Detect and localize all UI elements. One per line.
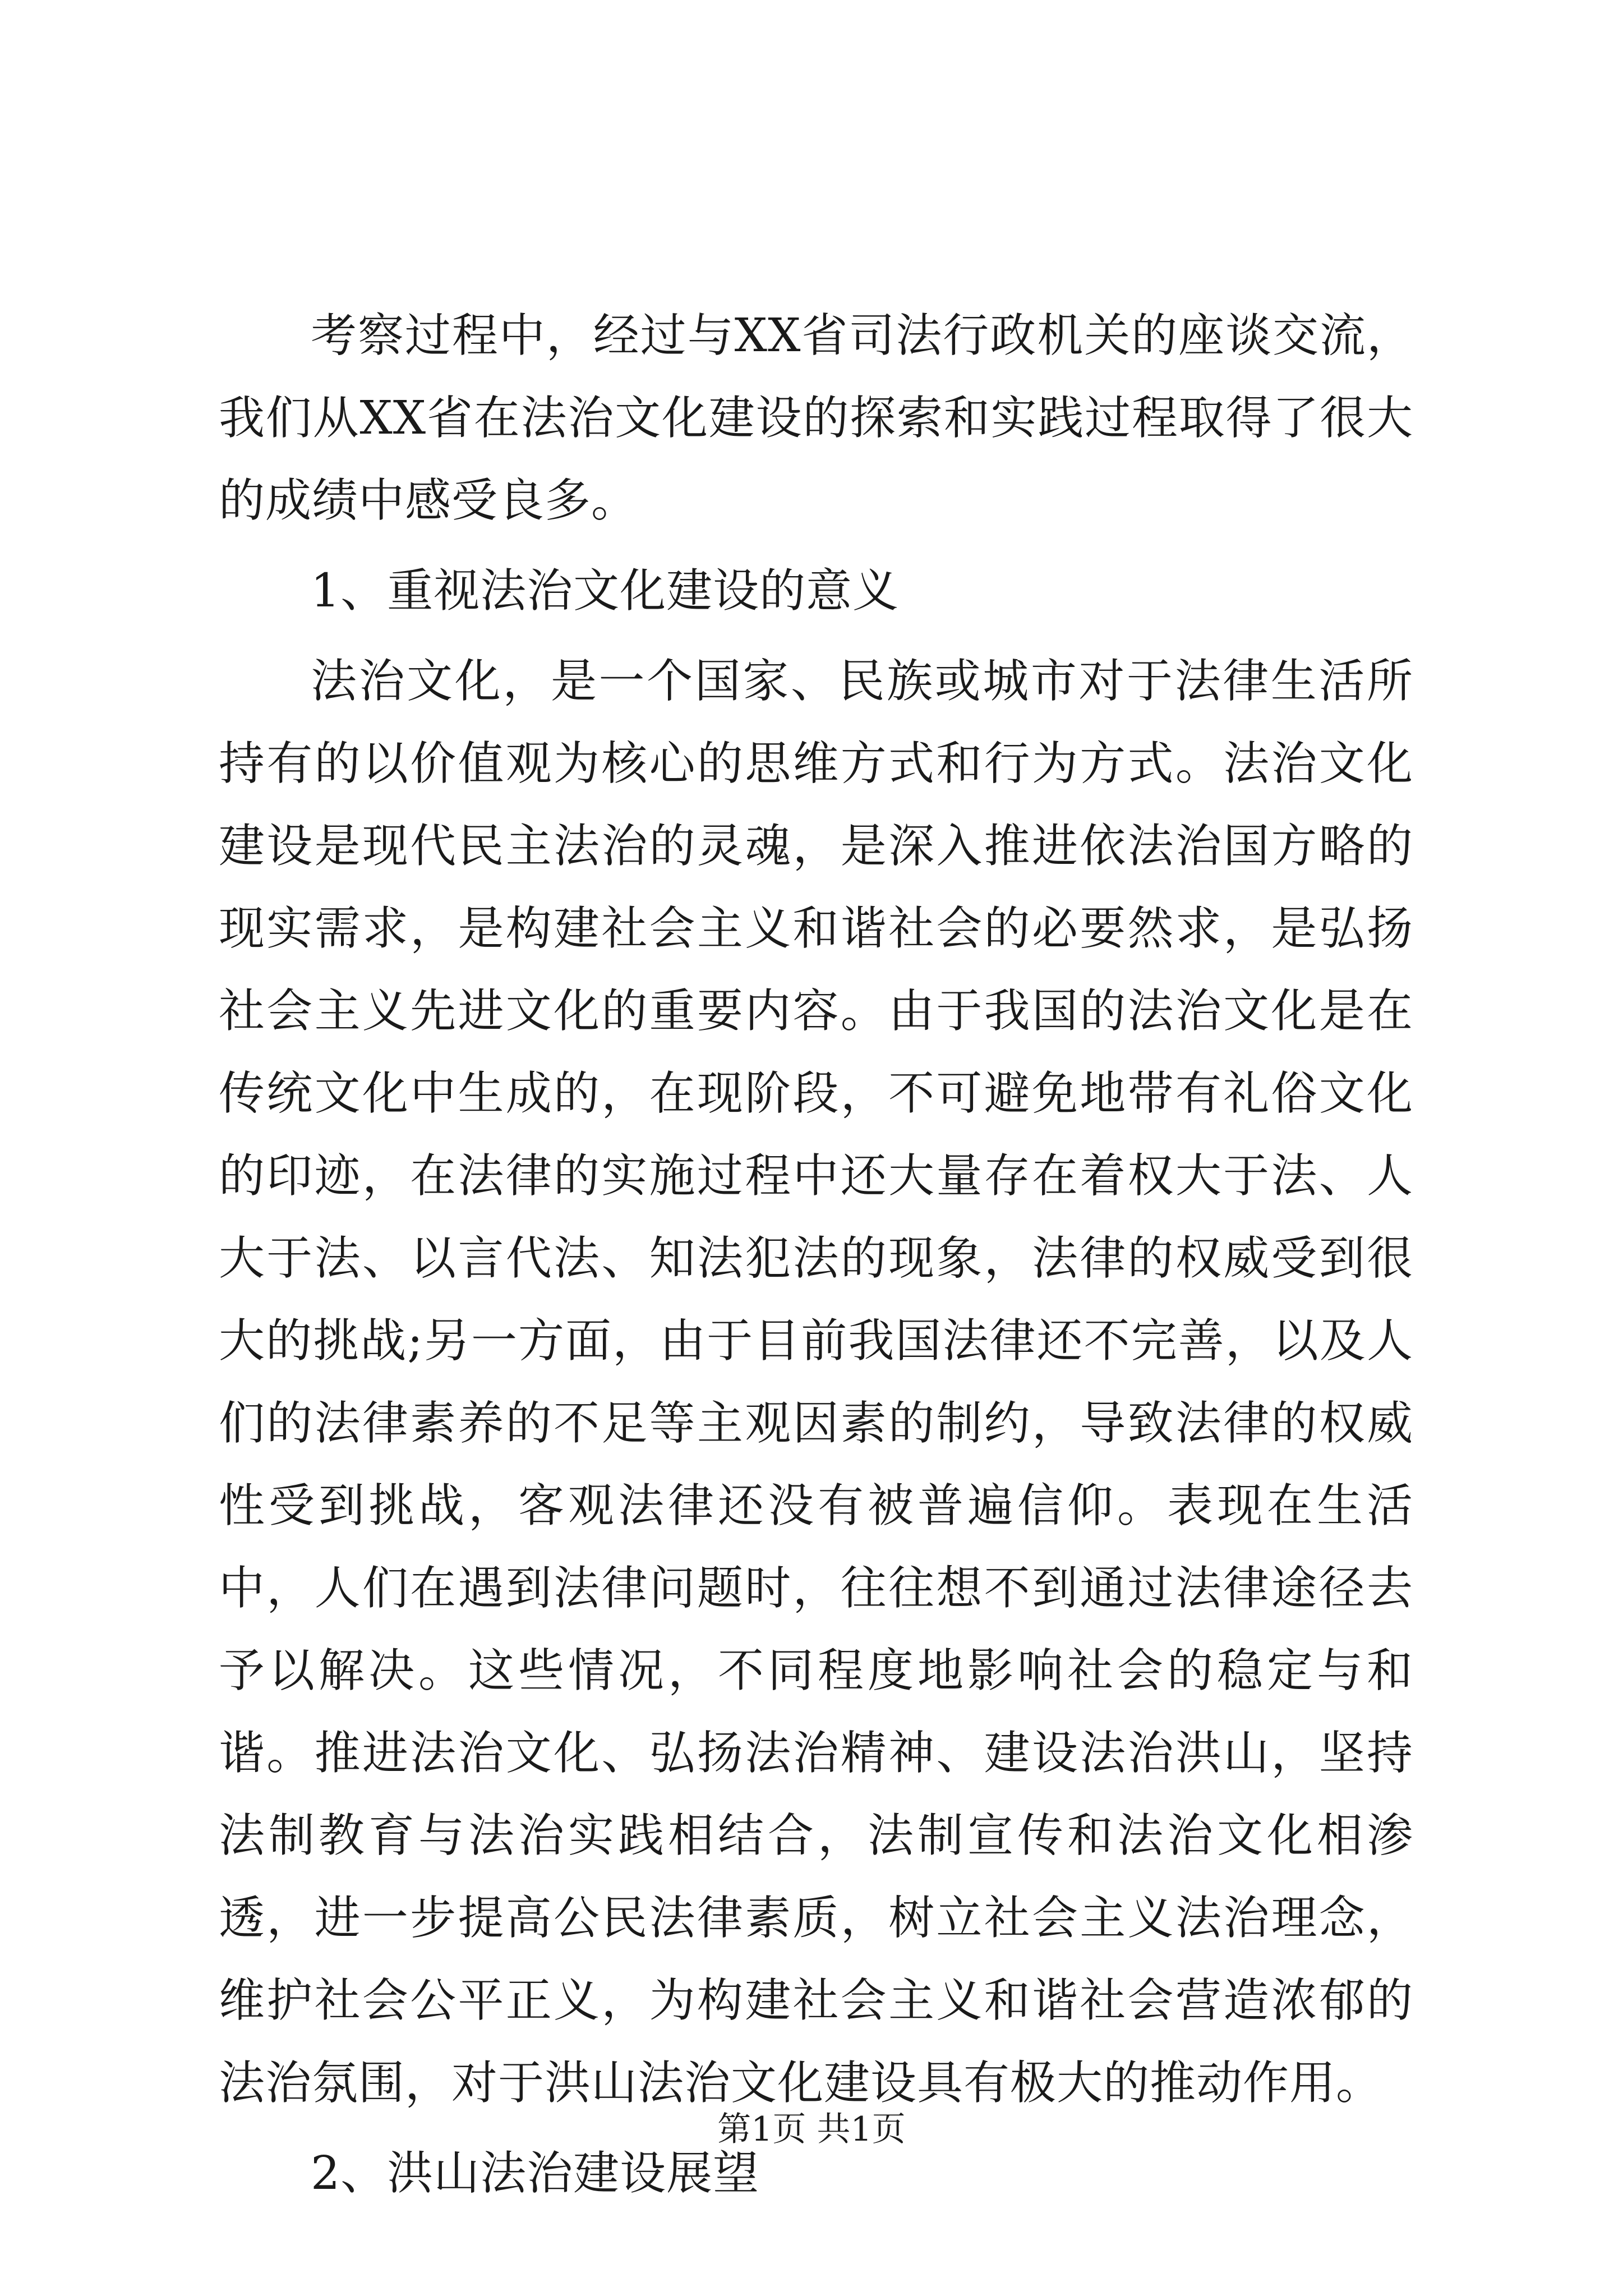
body-paragraph: 法治文化，是一个国家、民族或城市对于法律生活所持有的以价值观为核心的思维方式和行为方式。法治文化建设是现代民主法治的灵魂，是深入推进依法治国方略的现实需求，是构建社会主义和谐社会的必要然求，是弘扬社会主义先进文化的重要内容。由于我国的法治文化是在传统文化中生成的，在现阶段，不可避免地带有礼俗文化的印迹，在法律的实施过程中还大量存在着权大于法、人大于法、以言代法、知法犯法的现象，法律的权威受到很大的挑战;另一方面，由于目前我国法律还不完善，以及人们的法律素养的不足等主观因素的制约，导致法律的权威性受到挑战，客观法律还没有被普遍信仰。表现在生活中，人们在遇到法律问题时，往往想不到通过法律途径去予以解决。这些情况，不同程度地影响社会的稳定与和谐。推进法治文化、弘扬法治精神、建设法治洪山，坚持法制教育与法治实践相结合，法制宣传和法治文化相渗透，进一步提高公民法律素质，树立社会主义法治理念，维护社会公平正义，为构建社会主义和谐社会营造浓郁的法治氛围，对于洪山法治文化建设具有极大的推动作用。	[219, 655, 1413, 2110]
intro-paragraph: 考察过程中，经过与XX省司法行政机关的座谈交流，我们从XX省在法治文化建设的探索和实践过程取得了很大的成绩中感受良多。	[219, 309, 1413, 527]
section-heading-2: 2、洪山法治建设展望	[311, 2147, 760, 2200]
page-footer: 第1页 共1页	[717, 2110, 906, 2149]
section-heading-1: 1、重视法治文化建设的意义	[311, 564, 900, 618]
document-body	[219, 295, 1413, 2223]
